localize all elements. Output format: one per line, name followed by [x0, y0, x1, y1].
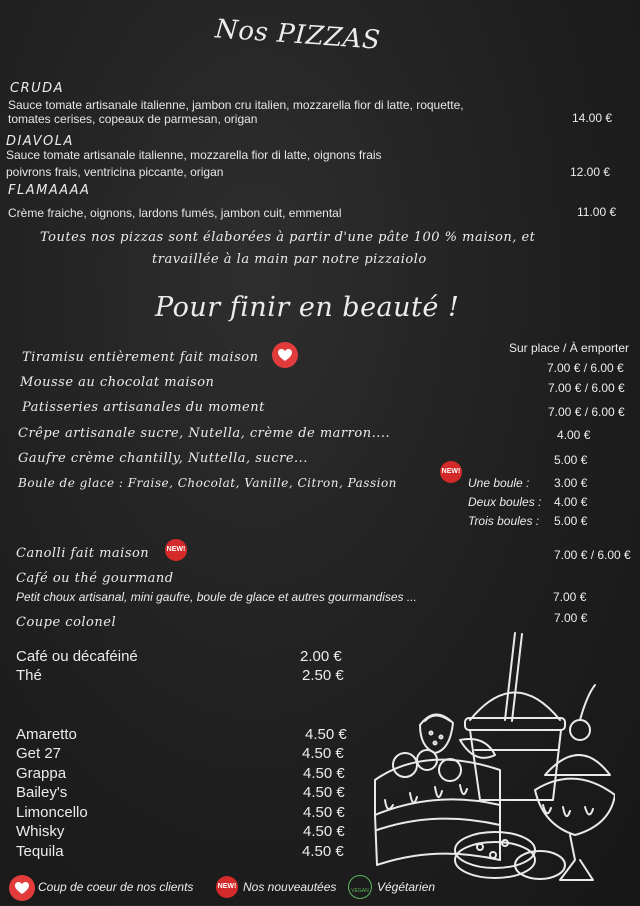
digestif-price: 4.50 €: [305, 726, 347, 743]
digestif-name: Whisky: [16, 823, 65, 840]
pizza-desc-diavola-1: Sauce tomate artisanale italienne, mozzarella fior di latte, oignons frais: [6, 148, 382, 162]
vegan-leaf-icon: [348, 875, 372, 899]
desserts-price-header: Sur place / À emporter: [509, 341, 630, 355]
pizzas-title: Nos PIZZAS: [214, 14, 382, 56]
dessert-name-gaufre: Gaufre crème chantilly, Nuttella, sucre...: [18, 451, 308, 466]
pizza-name-flamaaaa: FLAMAAAA: [8, 183, 91, 198]
pizza-desc-diavola-2: poivrons frais, ventricina piccante, origan: [6, 165, 224, 179]
pizza-desc-cruda-1: Sauce tomate artisanale italienne, jambon cru italien, mozzarella fior di latte, roquette,: [8, 98, 464, 112]
digestif-name: Limoncello: [16, 804, 88, 821]
digestif-name: Grappa: [16, 765, 67, 782]
dessert-price-mousse: 7.00 € / 6.00 €: [548, 381, 625, 395]
pizza-price-diavola: 12.00 €: [570, 165, 611, 179]
dessert-name-crepe: Crêpe artisanale sucre, Nutella, crème de marron....: [18, 426, 391, 441]
pizza-desc-cruda-2: tomates cerises, copeaux de parmesan, origan: [8, 112, 258, 126]
drink-name-cafe: Café ou décaféiné: [16, 648, 138, 665]
legend-new-badge-icon: NEW!: [216, 876, 238, 898]
pizza-desc-flamaaaa: Crème fraiche, oignons, lardons fumés, jambon cuit, emmental: [8, 206, 342, 220]
desserts-title: Pour finir en beauté !: [155, 292, 460, 323]
dessert-name-boule-de-glace: Boule de glace : Fraise, Chocolat, Vanille, Citron, Passion: [18, 476, 397, 490]
pizza-price-flamaaaa: 11.00 €: [577, 205, 617, 219]
pizza-note-line-2: travaillée à la main par notre pizzaiolo: [152, 252, 427, 267]
pizza-name-cruda: CRUDA: [10, 81, 65, 96]
digestif-price: 4.50 €: [302, 745, 344, 762]
dessert-name-patisseries: Patisseries artisanales du moment: [22, 400, 265, 415]
digestif-name: Tequila: [16, 843, 64, 860]
digestif-name: Amaretto: [16, 726, 77, 743]
pizza-note-line-1: Toutes nos pizzas sont élaborées à partir d'une pâte 100 % maison, et: [40, 230, 536, 245]
legend-new-label: Nos nouveautées: [243, 880, 337, 894]
drink-name-the: Thé: [16, 667, 42, 684]
drink-price-cafe: 2.00 €: [300, 648, 342, 665]
digestif-price: 4.50 €: [303, 804, 345, 821]
dessert-price-coupe-colonel: 7.00 €: [554, 611, 588, 625]
digestif-name: Get 27: [16, 745, 62, 762]
dessert-illustration: [365, 625, 615, 890]
dessert-price-cannoli: 7.00 € / 6.00 €: [554, 548, 631, 562]
dessert-price-cafe-gourmand: 7.00 €: [553, 590, 587, 604]
digestif-price: 4.50 €: [302, 843, 344, 860]
new-badge-icon: NEW!: [165, 539, 187, 561]
scoop-price-1: 3.00 €: [554, 476, 588, 490]
drink-price-the: 2.50 €: [302, 667, 344, 684]
legend-heart-icon: [9, 875, 35, 901]
scoop-price-3: 5.00 €: [554, 514, 588, 528]
dessert-price-tiramisu: 7.00 € / 6.00 €: [547, 361, 624, 375]
digestif-price: 4.50 €: [303, 784, 345, 801]
favorite-heart-icon: [272, 342, 298, 368]
scoop-price-2: 4.00 €: [554, 495, 588, 509]
dessert-name-mousse: Mousse au chocolat maison: [20, 375, 215, 390]
dessert-name-tiramisu: Tiramisu entièrement fait maison: [22, 350, 259, 365]
legend-vegetarian-label: Végétarien: [377, 880, 436, 894]
dessert-price-patisseries: 7.00 € / 6.00 €: [548, 405, 625, 419]
scoop-label-3: Trois boules :: [468, 514, 540, 528]
pizza-name-diavola: DIAVOLA: [6, 134, 74, 149]
dessert-name-coupe-colonel: Coupe colonel: [16, 615, 117, 630]
pizza-price-cruda: 14.00 €: [572, 111, 613, 125]
dessert-price-gaufre: 5.00 €: [554, 453, 588, 467]
dessert-name-cannoli: Canolli fait maison: [16, 546, 150, 561]
digestif-price: 4.50 €: [303, 765, 345, 782]
new-badge-icon: NEW!: [440, 461, 462, 483]
digestif-name: Bailey's: [16, 784, 68, 801]
scoop-label-1: Une boule :: [468, 476, 530, 490]
dessert-desc-cafe-gourmand: Petit choux artisanal, mini gaufre, boule de glace et autres gourmandises ...: [16, 590, 417, 604]
vegan-badge-label: VEGAN: [351, 888, 369, 894]
scoop-label-2: Deux boules :: [468, 495, 542, 509]
legend-favorite-label: Coup de coeur de nos clients: [38, 880, 194, 894]
dessert-name-cafe-gourmand: Café ou thé gourmand: [16, 571, 174, 586]
digestif-price: 4.50 €: [303, 823, 345, 840]
dessert-price-crepe: 4.00 €: [557, 428, 591, 442]
